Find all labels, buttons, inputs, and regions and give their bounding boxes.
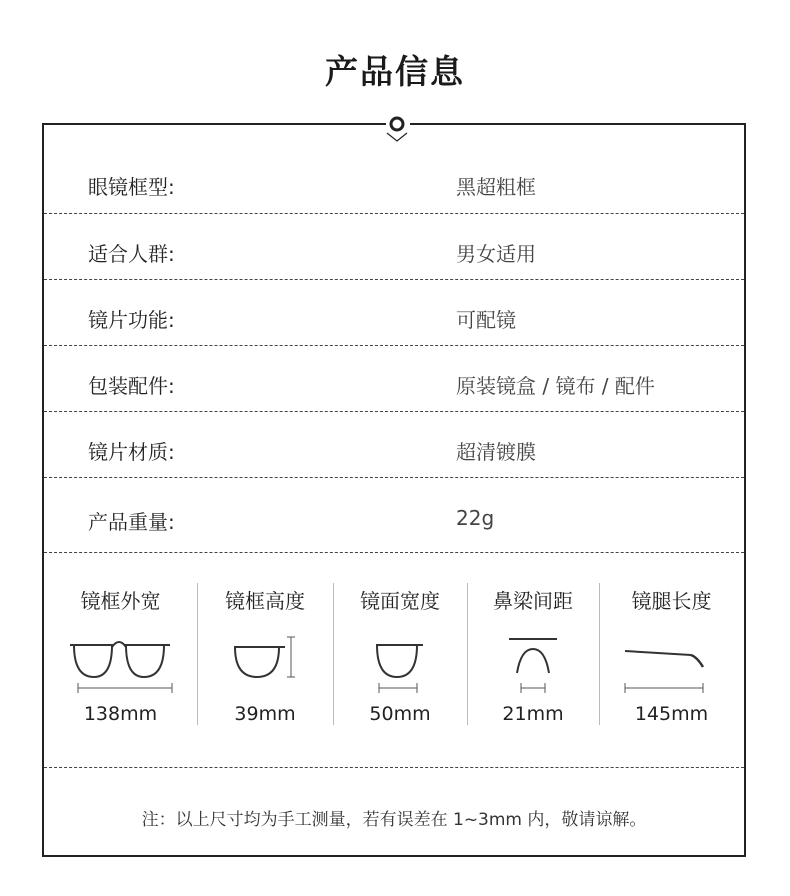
measure-value: 39mm: [234, 703, 296, 725]
spec-label: 眼镜框型:: [88, 175, 175, 199]
spec-value: 黑超粗框: [456, 175, 536, 199]
measure-lens-width: [333, 553, 467, 768]
spec-row-accessories: [44, 346, 744, 412]
bridge-width-icon: [467, 633, 599, 693]
spec-label: 镜片功能:: [88, 308, 175, 332]
spec-row-weight: [44, 478, 744, 553]
measure-label: 镜框外宽: [80, 589, 161, 613]
measure-value: 21mm: [502, 703, 564, 725]
measure-temple-length: [599, 553, 744, 768]
spec-value: 男女适用: [456, 242, 536, 266]
measure-value: 50mm: [369, 703, 431, 725]
spec-value: 可配镜: [456, 308, 516, 332]
page-title: 产品信息: [325, 52, 465, 91]
frame-width-icon: [44, 633, 197, 693]
spec-value: 超清镀膜: [456, 440, 536, 464]
measurement-note: 注：以上尺寸均为手工测量，若有误差在 1~3mm 内，敬请谅解。: [141, 810, 647, 830]
spec-value: 22g: [456, 506, 495, 530]
measure-value: 145mm: [634, 703, 709, 725]
spec-row-audience: [44, 214, 744, 280]
measure-label: 镜腿长度: [631, 589, 712, 613]
frame-height-icon: [197, 633, 333, 693]
measure-bridge-width: [467, 553, 599, 768]
spec-row-lens-function: [44, 280, 744, 346]
measure-frame-width: [44, 553, 197, 768]
lens-width-icon: [333, 633, 467, 693]
measure-value: 138mm: [83, 703, 158, 725]
measure-label: 镜面宽度: [360, 589, 440, 613]
spec-row-lens-material: [44, 412, 744, 478]
spec-label: 镜片材质:: [88, 440, 175, 464]
measure-label: 镜框高度: [225, 589, 305, 613]
measure-label: 鼻梁间距: [493, 589, 573, 613]
spec-label: 适合人群:: [88, 242, 175, 266]
spec-label: 产品重量:: [88, 510, 175, 534]
temple-length-icon: [599, 633, 744, 693]
spec-value: 原装镜盒 / 镜布 / 配件: [456, 374, 655, 398]
spec-label: 包装配件:: [88, 374, 175, 398]
spec-panel: [42, 123, 746, 857]
measure-frame-height: [197, 553, 333, 768]
location-marker-icon: [382, 111, 412, 145]
measurement-section: [44, 553, 744, 768]
